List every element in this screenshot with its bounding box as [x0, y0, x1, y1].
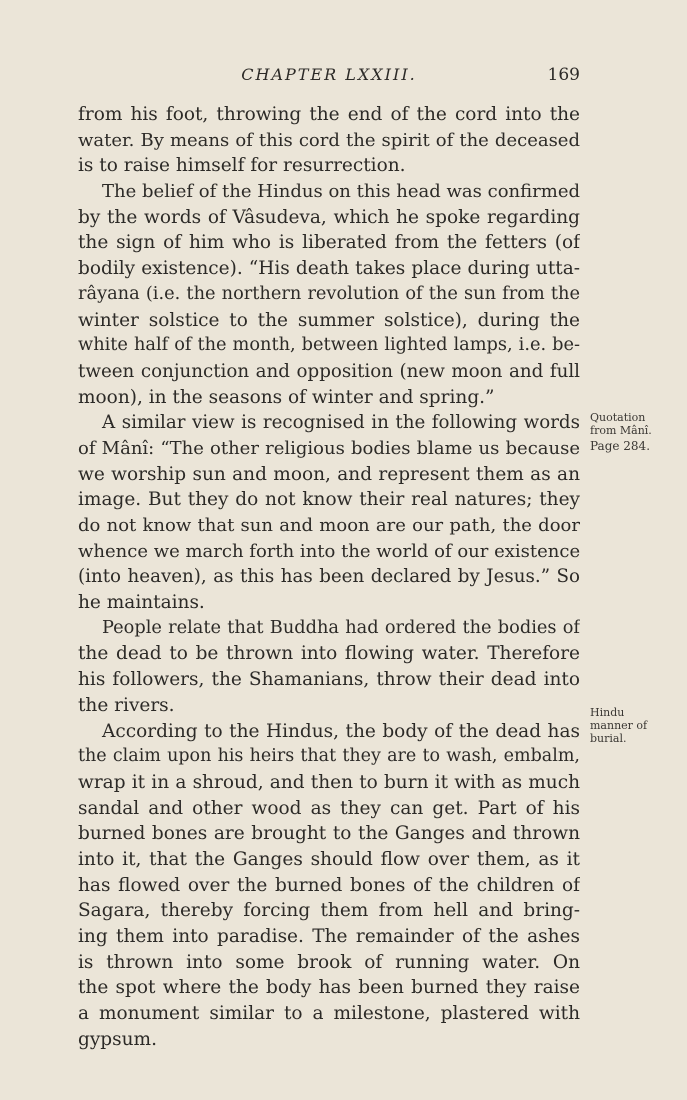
text-line: ing them into paradise. The remainder of the ashes — [78, 926, 580, 947]
page-number: 169 — [547, 65, 580, 85]
margin-note-line: Hindu — [590, 706, 625, 719]
text-line: do not know that sun and moon are our path, the door — [78, 515, 580, 536]
text-line: he maintains. — [78, 592, 205, 614]
text-line: gypsum. — [78, 1028, 157, 1050]
text-line: winter solstice to the summer solstice), during the — [78, 309, 580, 331]
text-line: A similar view is recognised in the following words — [102, 412, 580, 434]
text-line: burned bones are brought to the Ganges and thrown — [78, 823, 580, 845]
text-line: from his foot, throwing the end of the cord into the — [78, 104, 580, 125]
text-line: sandal and other wood as they can get. Part of his — [78, 797, 580, 819]
body-text — [78, 102, 580, 1052]
text-line: is to raise himself for resurrection. — [78, 155, 406, 177]
text-line: Sagara, thereby forcing them from hell and bring- — [78, 900, 580, 922]
text-line: we worship sun and moon, and represent them as an — [78, 463, 580, 485]
text-line: (into heaven), as this has been declared by Jesus.” So — [78, 566, 580, 588]
text-line: the claim upon his heirs that they are to wash, embalm, — [78, 746, 580, 767]
text-line: water. By means of this cord the spirit of the deceased — [78, 129, 580, 151]
text-line: wrap it in a shroud, and then to burn it with as much — [78, 771, 580, 793]
margin-note-hindu-burial — [590, 706, 647, 745]
text-line: into it, that the Ganges should flow over them, as it — [78, 848, 580, 870]
text-line: of Mânî: “The other religious bodies blame us because — [78, 437, 580, 459]
chapter-title: CHAPTER LXXIII. — [241, 65, 417, 84]
text-line: the rivers. — [78, 694, 175, 716]
margin-note-line: manner of — [590, 719, 648, 732]
text-line: bodily existence). “His death takes place during utta- — [78, 258, 580, 280]
text-line: moon), in the seasons of winter and spring.” — [78, 386, 495, 408]
margin-note-page-ref: Page 284. — [590, 439, 651, 453]
margin-note-line: from Mânî. — [590, 424, 652, 437]
text-line: a monument similar to a milestone, plastered with — [78, 1003, 580, 1025]
text-line: whence we march forth into the world of our existence — [78, 540, 580, 562]
text-line: by the words of Vâsudeva, which he spoke regarding — [78, 206, 580, 228]
text-line: his followers, the Shamanians, throw their dead into — [78, 669, 580, 691]
text-line: tween conjunction and opposition (new moon and full — [78, 360, 580, 382]
text-line: has flowed over the burned bones of the children of — [78, 874, 580, 896]
margin-note-line: burial. — [590, 732, 627, 745]
text-line: According to the Hindus, the body of the dead has — [102, 720, 580, 742]
text-line: The belief of the Hindus on this head was confirmed — [102, 181, 580, 203]
text-line: the spot where the body has been burned they raise — [78, 977, 580, 999]
running-header — [78, 62, 580, 90]
text-line: white half of the month, between lighted lamps, i.e. be- — [78, 335, 580, 356]
margin-note-quotation — [590, 411, 652, 453]
margin-note-line: Quotation — [590, 411, 646, 424]
text-line: is thrown into some brook of running water. On — [78, 951, 580, 973]
text-line: People relate that Buddha had ordered the bodies of — [102, 617, 580, 638]
text-line: râyana (i.e. the northern revolution of the sun from the — [78, 283, 580, 304]
text-line: image. But they do not know their real natures; they — [78, 489, 580, 511]
text-line: the dead to be thrown into flowing water. Therefore — [78, 643, 580, 665]
text-line: the sign of him who is liberated from the fetters (of — [78, 232, 580, 254]
